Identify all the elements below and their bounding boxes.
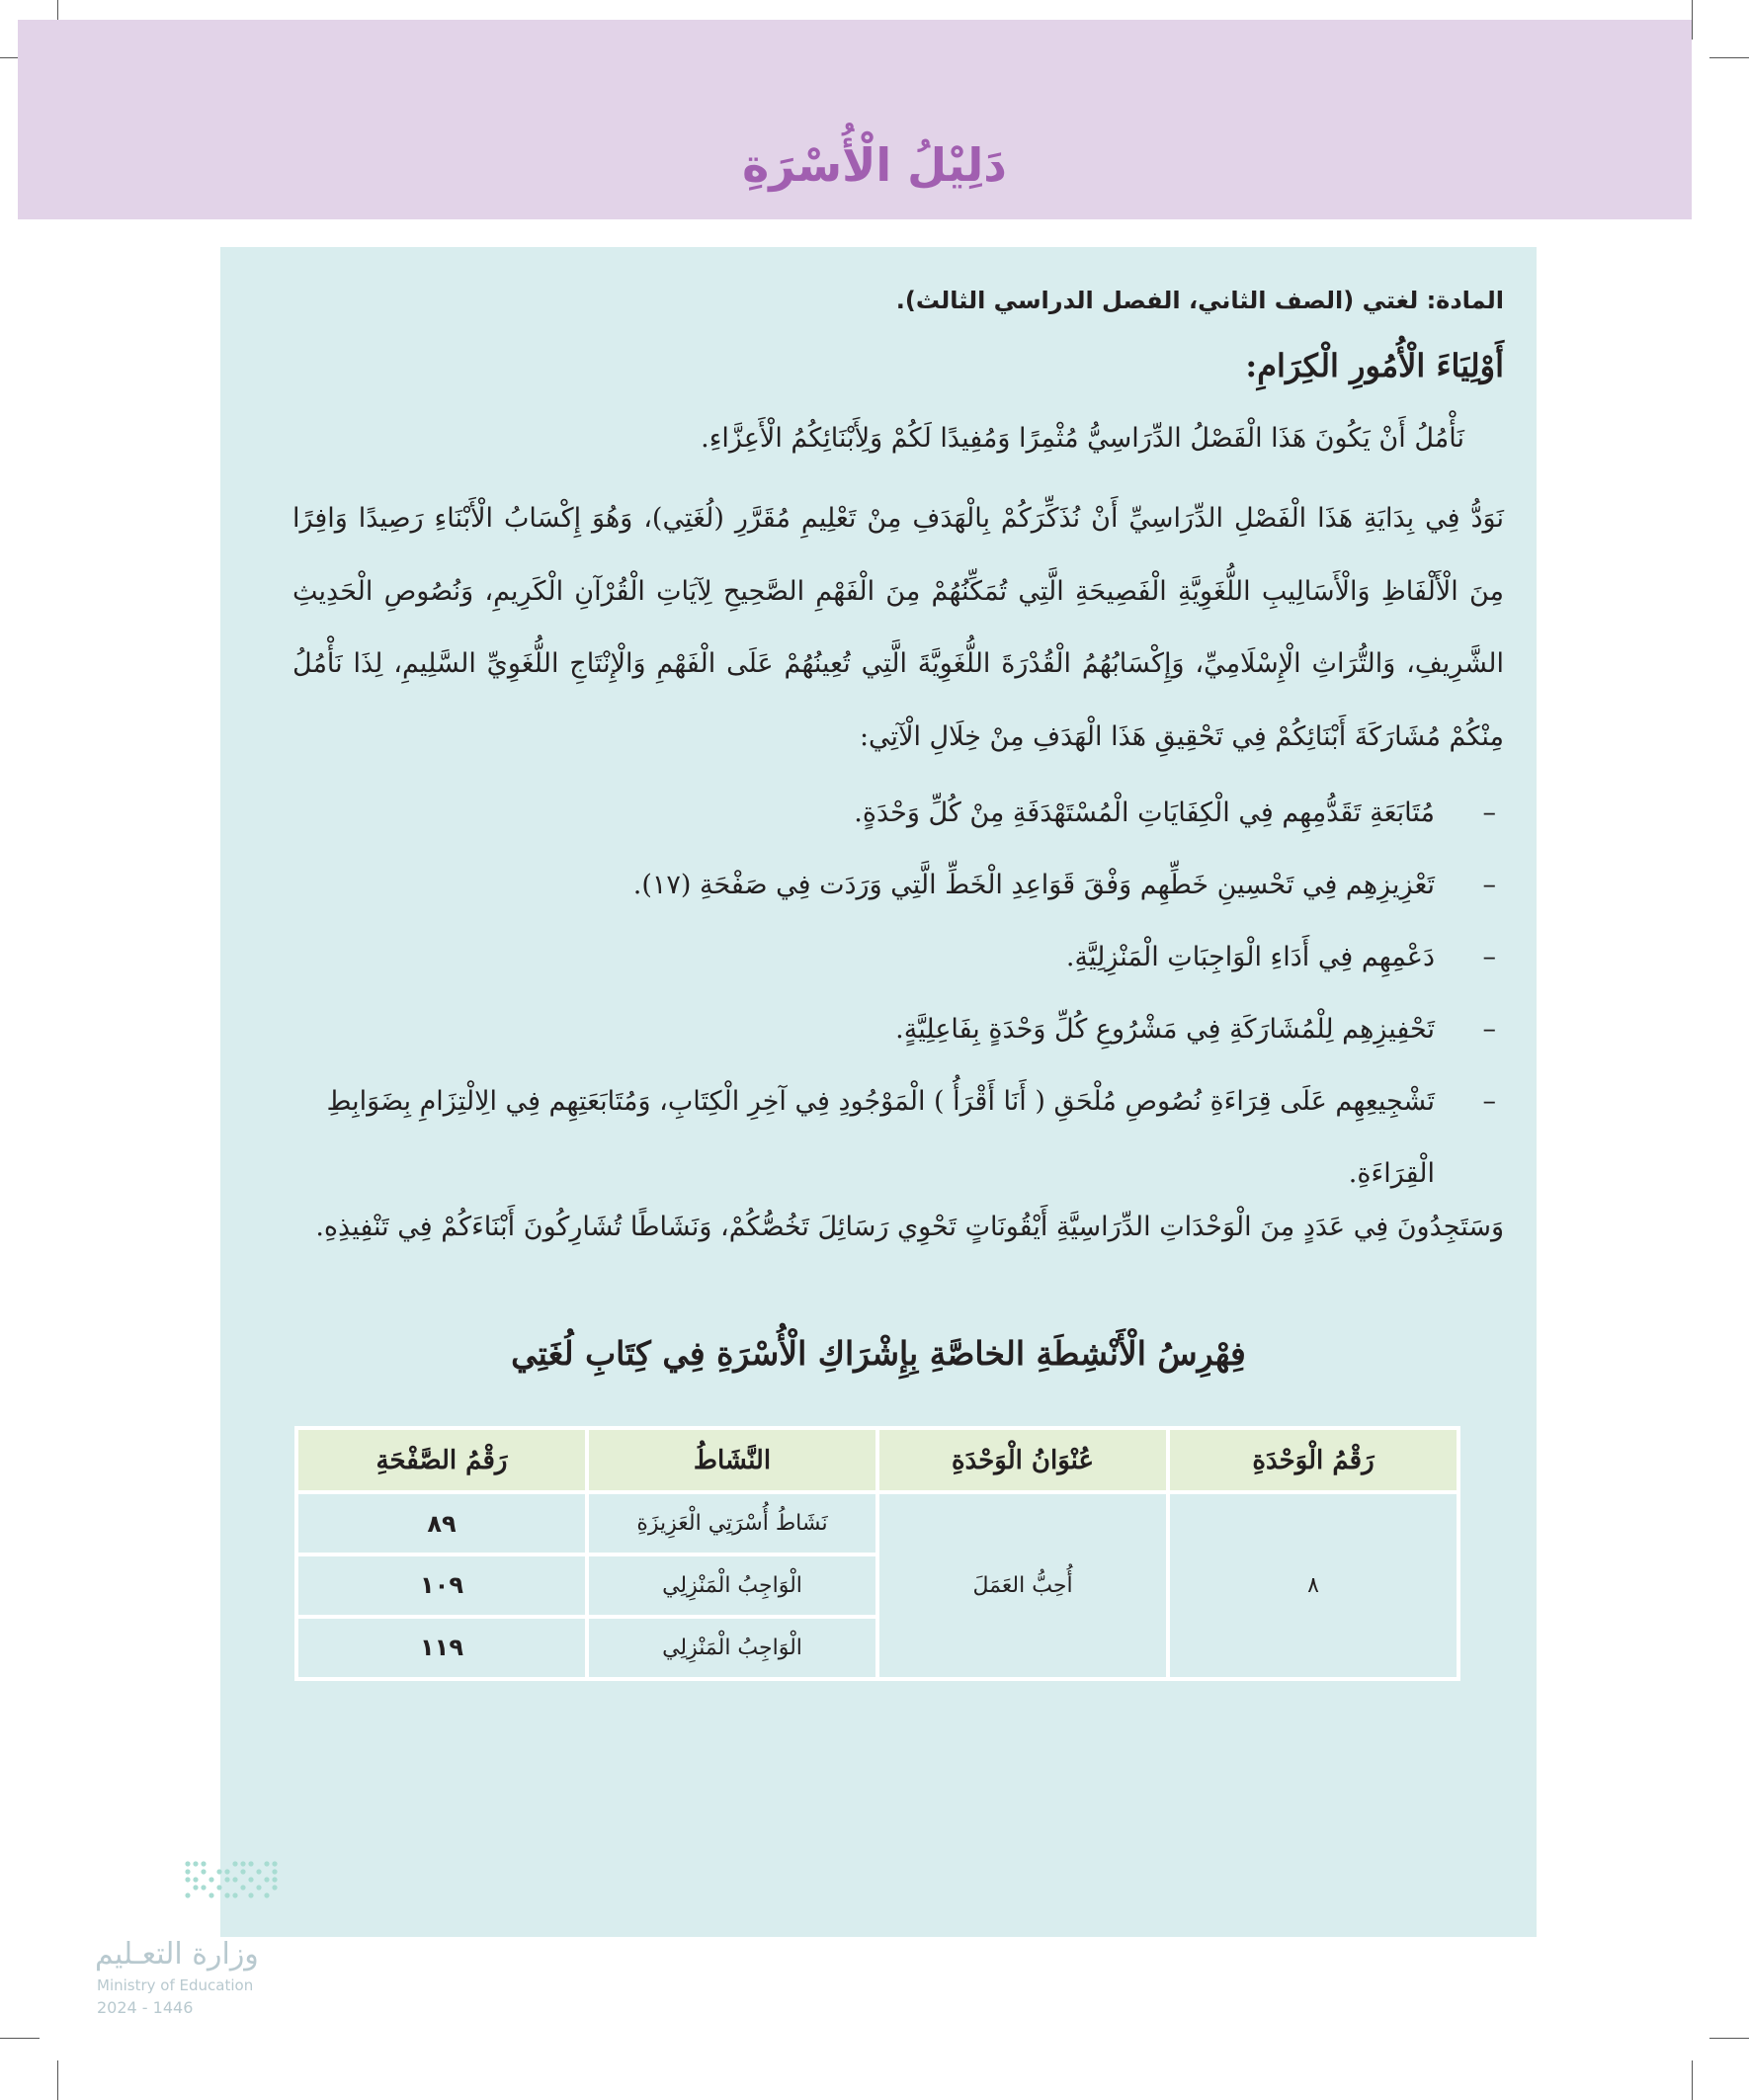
ministry-name-english: Ministry of Education [97,1976,254,1994]
subject-line: المادة: لغتي (الصف الثاني، الفصل الدراسي الثالث). [895,287,1504,314]
crop-mark [1692,2060,1693,2100]
page-number-cell: ٨٩ [298,1494,585,1553]
bullet-dash: – [1482,798,1496,828]
list-item [292,849,1504,921]
edition-year: 2024 - 1446 [97,1998,194,2017]
column-header: رَقْمُ الصَّفْحَةِ [298,1430,585,1490]
page-title: دَلِيْلُ الْأُسْرَةِ [742,138,1007,192]
column-header: رَقْمُ الْوَحْدَةِ [1170,1430,1457,1490]
list-item-text: تَعْزِيزِهِم فِي تَحْسِينِ خَطِّهِم وَفْقَ قَوَاعِدِ الْخَطِّ الَّتِي وَرَدَت فِي صَفْحَةِ (١٧). [632,870,1435,900]
list-item-text: تَحْفِيزِهِم لِلْمُشَارَكَةِ فِي مَشْرُوعِ كُلِّ وَحْدَةٍ بِفَاعِلِيَّةٍ. [895,1014,1435,1045]
main-paragraph: نَوَدُّ فِي بِدَايَةِ هَذَا الْفَصْلِ الدِّرَاسِيِّ أَنْ نُذَكِّرَكُمْ بِالْهَدَفِ مِنْ تَعْلِيمِ مُقَرَّرِ (لُغَتِي)، وَهُوَ إِكْسَابُ الْأَبْنَاءِ رَصِيدًا وَافِرًا مِنَ الْأَلْفَاظِ وَالْأَسَالِيبِ اللُّغَوِيَّةِ الْفَصِيحَةِ الَّتِي تُمَكِّنُهُمْ مِنَ الْفَهْمِ الصَّحِيحِ لِآيَاتِ الْقُرْآنِ الْكَرِيمِ، وَنُصُوصِ الْحَدِيثِ الشَّرِيفِ، وَالتُّرَاثِ الْإِسْلَامِيِّ، وَإِكْسَابُهُمُ الْقُدْرَةَ اللُّغَوِيَّةَ الَّتِي تُعِينُهُمْ عَلَى الْفَهْمِ وَالْإِنْتَاجِ اللُّغَوِيِّ السَّلِيمِ، لِذَا نَأْمُلُ مِنْكُمْ مُشَارَكَةَ أَبْنَائِكُمْ فِي تَحْقِيقِ هَذَا الْهَدَفِ مِنْ خِلَالِ الْآتِي: [292,503,1504,752]
page-number-cell: ١١٩ [298,1619,585,1677]
crop-mark [1692,0,1693,40]
intro-paragraph: نَأْمُلُ أَنْ يَكُونَ هَذَا الْفَصْلُ الدِّرَاسِيُّ مُثْمِرًا وَمُفِيدًا لَكُمْ وَلِأَبْنَائِكُمُ الْأَعِزَّاءِ. [701,423,1464,454]
index-title: فِهْرِسُ الْأَنْشِطَةِ الخاصَّةِ بِإِشْرَاكِ الْأُسْرَةِ فِي كِتَابِ لُغَتِي [511,1334,1246,1373]
ministry-logo [95,1858,283,2016]
list-item [292,1065,1504,1210]
column-header: عُنْوَانُ الْوَحْدَةِ [879,1430,1166,1490]
ministry-dots-icon [182,1858,281,1905]
column-header: النَّشَاطُ [589,1430,875,1490]
bullet-dash: – [1482,1086,1496,1117]
activity-cell: الْوَاجِبُ الْمَنْزِلِي [589,1556,875,1615]
activities-table [294,1426,1460,1681]
list-item [292,777,1504,849]
list-item [292,921,1504,993]
list-item [292,993,1504,1065]
salutation: أَوْلِيَاءَ الْأُمُورِ الْكِرَامِ: [1245,347,1504,384]
page-number-cell: ١٠٩ [298,1556,585,1615]
list-item-text: دَعْمِهِم فِي أَدَاءِ الْوَاجِبَاتِ الْمَنْزِلِيَّةِ. [1065,942,1435,972]
crop-mark [1709,2038,1749,2039]
table-header-row [298,1430,1457,1490]
goals-list [292,777,1504,1210]
crop-mark [0,2038,40,2039]
ministry-name-arabic: وزارة التعـليم [95,1937,259,1972]
bullet-dash: – [1482,942,1496,972]
activity-cell: الْوَاجِبُ الْمَنْزِلِي [589,1619,875,1677]
table-row [298,1494,1457,1553]
unit-title-cell: أُحِبُّ العَمَلَ [879,1494,1166,1677]
bullet-dash: – [1482,1014,1496,1045]
activity-cell: نَشَاطُ أُسْرَتِي الْعَزِيزَةِ [589,1494,875,1553]
crop-mark [1709,57,1749,58]
bullet-dash: – [1482,870,1496,900]
crop-mark [57,2060,58,2100]
closing-paragraph: وَسَتَجِدُونَ فِي عَدَدٍ مِنَ الْوَحْدَاتِ الدِّرَاسِيَّةِ أَيْقُونَاتٍ تَحْوِي رَسَائِلَ تَخُصُّكُمْ، وَنَشَاطًا تُشَارِكُونَ أَبْنَاءَكُمْ فِي تَنْفِيذِهِ. [315,1212,1504,1242]
list-item-text: تَشْجِيعِهِم عَلَى قِرَاءَةِ نُصُوصِ مُلْحَقِ ( أَنَا أَقْرَأُ ) الْمَوْجُودِ فِي آخِرِ الْكِتَابِ، وَمُتَابَعَتِهِم فِي الِالْتِزَامِ بِضَوَابِطِ الْقِرَاءَةِ. [326,1086,1435,1189]
list-item-text: مُتَابَعَةِ تَقَدُّمِهِم فِي الْكِفَايَاتِ الْمُسْتَهْدَفَةِ مِنْ كُلِّ وَحْدَةٍ. [854,798,1435,828]
unit-number-cell: ٨ [1170,1494,1457,1677]
